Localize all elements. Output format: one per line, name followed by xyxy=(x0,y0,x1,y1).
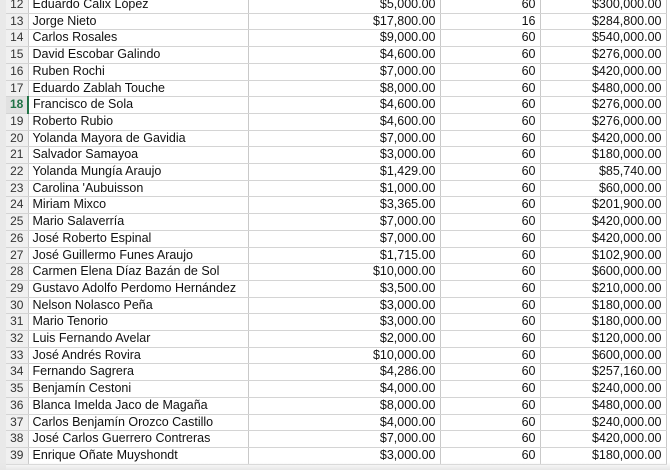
row-header[interactable]: 23 xyxy=(6,180,28,197)
cell-name[interactable]: Eduardo Zablah Touche xyxy=(28,80,248,97)
cell-total[interactable]: $420,000.00 xyxy=(540,230,666,247)
cell-salary[interactable]: $3,000.00 xyxy=(248,147,440,164)
cell-name[interactable]: José Carlos Guerrero Contreras xyxy=(28,431,248,448)
cell-salary[interactable]: $3,000.00 xyxy=(248,297,440,314)
cell-months[interactable]: 60 xyxy=(440,264,540,281)
cell-total[interactable]: $102,900.00 xyxy=(540,247,666,264)
cell-name[interactable]: Mario Tenorio xyxy=(28,314,248,331)
cell-total[interactable]: $85,740.00 xyxy=(540,164,666,181)
row-header[interactable]: 14 xyxy=(6,30,28,47)
cell-salary[interactable]: $3,365.00 xyxy=(248,197,440,214)
row-header[interactable]: 15 xyxy=(6,47,28,64)
cell-name[interactable]: Francisco de Sola xyxy=(28,97,248,114)
cell-total[interactable]: $284,800.00 xyxy=(540,13,666,30)
row-header[interactable]: 34 xyxy=(6,364,28,381)
cell-salary[interactable]: $7,000.00 xyxy=(248,431,440,448)
cell-months[interactable]: 60 xyxy=(440,431,540,448)
cell-salary[interactable]: $3,000.00 xyxy=(248,447,440,464)
cell-months[interactable]: 60 xyxy=(440,97,540,114)
cell-name[interactable]: Gustavo Adolfo Perdomo Hernández xyxy=(28,280,248,297)
cell-total[interactable]: $300,000.00 xyxy=(540,0,666,13)
cell-months[interactable]: 60 xyxy=(440,280,540,297)
cell-months[interactable]: 60 xyxy=(440,80,540,97)
row-header[interactable]: 33 xyxy=(6,347,28,364)
cell-salary[interactable]: $8,000.00 xyxy=(248,80,440,97)
cell-total[interactable]: $257,160.00 xyxy=(540,364,666,381)
cell-months[interactable]: 60 xyxy=(440,397,540,414)
cell-months[interactable]: 60 xyxy=(440,164,540,181)
cell-total[interactable]: $420,000.00 xyxy=(540,431,666,448)
cell-name[interactable]: Ruben Rochi xyxy=(28,63,248,80)
row-header[interactable]: 27 xyxy=(6,247,28,264)
cell-salary[interactable]: $10,000.00 xyxy=(248,264,440,281)
cell-name[interactable]: Carlos Rosales xyxy=(28,30,248,47)
table-row[interactable] xyxy=(6,264,666,281)
cell-salary[interactable]: $7,000.00 xyxy=(248,130,440,147)
table-row[interactable] xyxy=(6,364,666,381)
cell-months[interactable]: 60 xyxy=(440,214,540,231)
cell-total[interactable]: $120,000.00 xyxy=(540,331,666,348)
row-header[interactable]: 30 xyxy=(6,297,28,314)
cell-name[interactable]: Luis Fernando Avelar xyxy=(28,331,248,348)
row-header[interactable]: 32 xyxy=(6,331,28,348)
cell-name[interactable]: Yolanda Mungía Araujo xyxy=(28,164,248,181)
row-header[interactable]: 26 xyxy=(6,230,28,247)
cell-salary[interactable]: $7,000.00 xyxy=(248,230,440,247)
table-row[interactable] xyxy=(6,314,666,331)
cell-salary[interactable]: $1,000.00 xyxy=(248,180,440,197)
table-row[interactable] xyxy=(6,414,666,431)
cell-salary[interactable]: $5,000.00 xyxy=(248,0,440,13)
cell-months[interactable]: 60 xyxy=(440,0,540,13)
cell-salary[interactable]: $3,500.00 xyxy=(248,280,440,297)
cell-total[interactable]: $180,000.00 xyxy=(540,314,666,331)
cell-name[interactable]: José Andrés Rovira xyxy=(28,347,248,364)
cell-total[interactable]: $600,000.00 xyxy=(540,264,666,281)
cell-salary[interactable]: $10,000.00 xyxy=(248,347,440,364)
cell-total[interactable]: $180,000.00 xyxy=(540,147,666,164)
cell-total[interactable]: $276,000.00 xyxy=(540,47,666,64)
cell-total[interactable]: $201,900.00 xyxy=(540,197,666,214)
row-header[interactable]: 36 xyxy=(6,397,28,414)
cell-months[interactable]: 60 xyxy=(440,30,540,47)
cell-months[interactable]: 60 xyxy=(440,113,540,130)
cell-total[interactable]: $180,000.00 xyxy=(540,297,666,314)
cell-total[interactable]: $420,000.00 xyxy=(540,63,666,80)
row-header[interactable]: 31 xyxy=(6,314,28,331)
cell-name[interactable]: Eduardo Calix López xyxy=(28,0,248,13)
row-header[interactable]: 28 xyxy=(6,264,28,281)
cell-months[interactable]: 16 xyxy=(440,13,540,30)
row-header[interactable]: 29 xyxy=(6,280,28,297)
cell-name[interactable]: Jorge Nieto xyxy=(28,13,248,30)
cell-salary[interactable]: $4,286.00 xyxy=(248,364,440,381)
cell-salary[interactable]: $17,800.00 xyxy=(248,13,440,30)
cell-total[interactable]: $276,000.00 xyxy=(540,113,666,130)
data-table xyxy=(6,0,667,465)
cell-months[interactable]: 60 xyxy=(440,314,540,331)
table-row[interactable] xyxy=(6,80,666,97)
cell-months[interactable]: 60 xyxy=(440,364,540,381)
row-header[interactable]: 13 xyxy=(6,13,28,30)
cell-months[interactable]: 60 xyxy=(440,63,540,80)
spreadsheet-grid xyxy=(6,0,670,465)
cell-total[interactable]: $600,000.00 xyxy=(540,347,666,364)
cell-months[interactable]: 60 xyxy=(440,347,540,364)
cell-months[interactable]: 60 xyxy=(440,381,540,398)
cell-salary[interactable]: $3,000.00 xyxy=(248,314,440,331)
cell-total[interactable]: $180,000.00 xyxy=(540,447,666,464)
cell-name[interactable]: Blanca Imelda Jaco de Magaña xyxy=(28,397,248,414)
cell-name[interactable]: Salvador Samayoa xyxy=(28,147,248,164)
cell-name[interactable]: José Roberto Espinal xyxy=(28,230,248,247)
cell-salary[interactable]: $4,600.00 xyxy=(248,113,440,130)
cell-salary[interactable]: $4,600.00 xyxy=(248,97,440,114)
cell-salary[interactable]: $4,000.00 xyxy=(248,381,440,398)
cell-name[interactable]: Carmen Elena Díaz Bazán de Sol xyxy=(28,264,248,281)
bottom-edge xyxy=(0,462,670,470)
table-row[interactable] xyxy=(6,147,666,164)
cell-name[interactable]: Benjamín Cestoni xyxy=(28,381,248,398)
cell-salary[interactable]: $1,715.00 xyxy=(248,247,440,264)
cell-salary[interactable]: $4,600.00 xyxy=(248,47,440,64)
table-row[interactable] xyxy=(6,431,666,448)
cell-total[interactable]: $480,000.00 xyxy=(540,397,666,414)
cell-name[interactable]: Enrique Oñate Muyshondt xyxy=(28,447,248,464)
cell-total[interactable]: $60,000.00 xyxy=(540,180,666,197)
table-row[interactable] xyxy=(6,97,666,114)
table-row[interactable] xyxy=(6,347,666,364)
table-row[interactable] xyxy=(6,247,666,264)
cell-total[interactable]: $276,000.00 xyxy=(540,97,666,114)
cell-months[interactable]: 60 xyxy=(440,414,540,431)
cell-total[interactable]: $480,000.00 xyxy=(540,80,666,97)
cell-salary[interactable]: $7,000.00 xyxy=(248,214,440,231)
row-header[interactable]: 19 xyxy=(6,113,28,130)
cell-name[interactable]: Miriam Mixco xyxy=(28,197,248,214)
cell-name[interactable]: David Escobar Galindo xyxy=(28,47,248,64)
row-header[interactable]: 16 xyxy=(6,63,28,80)
cell-months[interactable]: 60 xyxy=(440,230,540,247)
cell-total[interactable]: $210,000.00 xyxy=(540,280,666,297)
table-row[interactable] xyxy=(6,197,666,214)
cell-salary[interactable]: $1,429.00 xyxy=(248,164,440,181)
cell-name[interactable]: Fernando Sagrera xyxy=(28,364,248,381)
row-header[interactable]: 37 xyxy=(6,414,28,431)
row-header[interactable]: 17 xyxy=(6,80,28,97)
cell-salary[interactable]: $2,000.00 xyxy=(248,331,440,348)
cell-name[interactable]: Mario Salaverría xyxy=(28,214,248,231)
cell-name[interactable]: Nelson Nolasco Peña xyxy=(28,297,248,314)
cell-salary[interactable]: $4,000.00 xyxy=(248,414,440,431)
row-header[interactable]: 21 xyxy=(6,147,28,164)
table-row[interactable] xyxy=(6,381,666,398)
row-header[interactable]: 38 xyxy=(6,431,28,448)
table-body xyxy=(6,0,666,464)
table-row[interactable] xyxy=(6,113,666,130)
cell-months[interactable]: 60 xyxy=(440,297,540,314)
cell-name[interactable]: Yolanda Mayora de Gavidia xyxy=(28,130,248,147)
cell-total[interactable]: $540,000.00 xyxy=(540,30,666,47)
cell-name[interactable]: Carolina 'Aubuisson xyxy=(28,180,248,197)
table-row[interactable] xyxy=(6,63,666,80)
row-header[interactable]: 22 xyxy=(6,164,28,181)
table-row[interactable] xyxy=(6,130,666,147)
cell-total[interactable]: $420,000.00 xyxy=(540,130,666,147)
cell-months[interactable]: 60 xyxy=(440,47,540,64)
cell-months[interactable]: 60 xyxy=(440,130,540,147)
row-header[interactable]: 39 xyxy=(6,447,28,464)
cell-salary[interactable]: $9,000.00 xyxy=(248,30,440,47)
table-row[interactable] xyxy=(6,397,666,414)
cell-total[interactable]: $240,000.00 xyxy=(540,381,666,398)
cell-months[interactable]: 60 xyxy=(440,331,540,348)
cell-months[interactable]: 60 xyxy=(440,197,540,214)
row-header[interactable]: 35 xyxy=(6,381,28,398)
table-row[interactable] xyxy=(6,331,666,348)
row-header[interactable]: 24 xyxy=(6,197,28,214)
row-header[interactable]: 18 xyxy=(6,97,28,114)
table-row[interactable] xyxy=(6,297,666,314)
cell-months[interactable]: 60 xyxy=(440,180,540,197)
cell-total[interactable]: $240,000.00 xyxy=(540,414,666,431)
row-header[interactable]: 20 xyxy=(6,130,28,147)
table-row[interactable] xyxy=(6,164,666,181)
table-row[interactable] xyxy=(6,180,666,197)
row-header[interactable]: 12 xyxy=(6,0,28,13)
cell-name[interactable]: Roberto Rubio xyxy=(28,113,248,130)
table-row[interactable] xyxy=(6,0,666,13)
row-header[interactable]: 25 xyxy=(6,214,28,231)
cell-months[interactable]: 60 xyxy=(440,447,540,464)
cell-name[interactable]: Carlos Benjamín Orozco Castillo xyxy=(28,414,248,431)
table-row[interactable] xyxy=(6,230,666,247)
table-row[interactable] xyxy=(6,47,666,64)
cell-months[interactable]: 60 xyxy=(440,147,540,164)
cell-name[interactable]: José Guillermo Funes Araujo xyxy=(28,247,248,264)
table-row[interactable] xyxy=(6,280,666,297)
cell-months[interactable]: 60 xyxy=(440,247,540,264)
table-row[interactable] xyxy=(6,13,666,30)
table-row[interactable] xyxy=(6,30,666,47)
cell-salary[interactable]: $7,000.00 xyxy=(248,63,440,80)
cell-total[interactable]: $420,000.00 xyxy=(540,214,666,231)
table-row[interactable] xyxy=(6,214,666,231)
cell-salary[interactable]: $8,000.00 xyxy=(248,397,440,414)
